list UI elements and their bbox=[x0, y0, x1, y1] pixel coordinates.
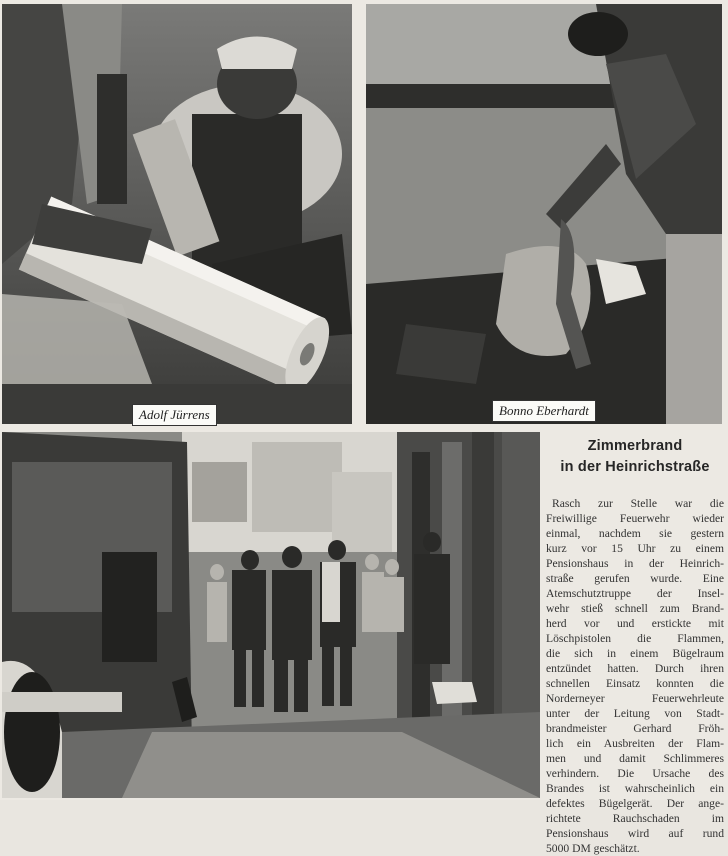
photo-firefighter-with-roll bbox=[2, 4, 352, 424]
article-line: wehr stieß schnell zum Brand- bbox=[546, 602, 724, 615]
article-line: Freiwillige Feuerwehr wieder bbox=[546, 512, 724, 525]
article-line: Atemschutztruppe der Insel- bbox=[546, 587, 724, 600]
article-line: Löschpistolen die Flammen, bbox=[546, 632, 724, 645]
article-line: schnellen Einsatz konnten die bbox=[546, 677, 724, 690]
article-line: die sich in einem Bügelraum bbox=[546, 647, 724, 660]
article-line: Norderneyer Feuerwehrleute bbox=[546, 692, 724, 705]
photo-street-scene-fire-truck bbox=[2, 432, 540, 798]
photo-credit-adolf-jurrens: Adolf Jürrens bbox=[132, 404, 217, 426]
article-zimmerbrand bbox=[546, 436, 724, 856]
headline-line-2: in der Heinrichstraße bbox=[560, 459, 710, 475]
article-line: lich ein Ausbreiten der Flam- bbox=[546, 737, 724, 750]
article-line: Brandes ist wahrscheinlich ein bbox=[546, 782, 724, 795]
article-line: men und damit Schlimmeres bbox=[546, 752, 724, 765]
article-line: 5000 DM geschätzt. bbox=[546, 842, 640, 855]
photo-credit-bonno-eberhardt: Bonno Eberhardt bbox=[492, 400, 596, 422]
article-line: Pensionshaus wird auf rund bbox=[546, 827, 724, 840]
article-line: brandmeister Gerhard Fröh- bbox=[546, 722, 724, 735]
article-body bbox=[546, 496, 724, 856]
article-line: straße gerufen wurde. Eine bbox=[546, 572, 724, 585]
article-line: richtete Rauchschaden im bbox=[546, 812, 724, 825]
article-line: herd vor und erstickte mit bbox=[546, 617, 724, 630]
article-line: Pensionshaus in der Heinrich- bbox=[546, 557, 724, 570]
article-line: Rasch zur Stelle war die bbox=[552, 497, 724, 510]
article-line: kurz vor 15 Uhr zu einem bbox=[546, 542, 724, 555]
article-line: verhindern. Die Ursache des bbox=[546, 767, 724, 780]
article-line: unter der Leitung von Stadt- bbox=[546, 707, 724, 720]
article-line: einmal, nachdem sie gestern bbox=[546, 527, 724, 540]
headline-line-1: Zimmerbrand bbox=[587, 438, 683, 454]
article-line: defektes Bügelgerät. Der ange- bbox=[546, 797, 724, 810]
photo-firefighter-dragging-material bbox=[366, 4, 722, 424]
article-line: entzündet hatten. Durch ihren bbox=[546, 662, 724, 675]
article-headline bbox=[546, 436, 724, 478]
